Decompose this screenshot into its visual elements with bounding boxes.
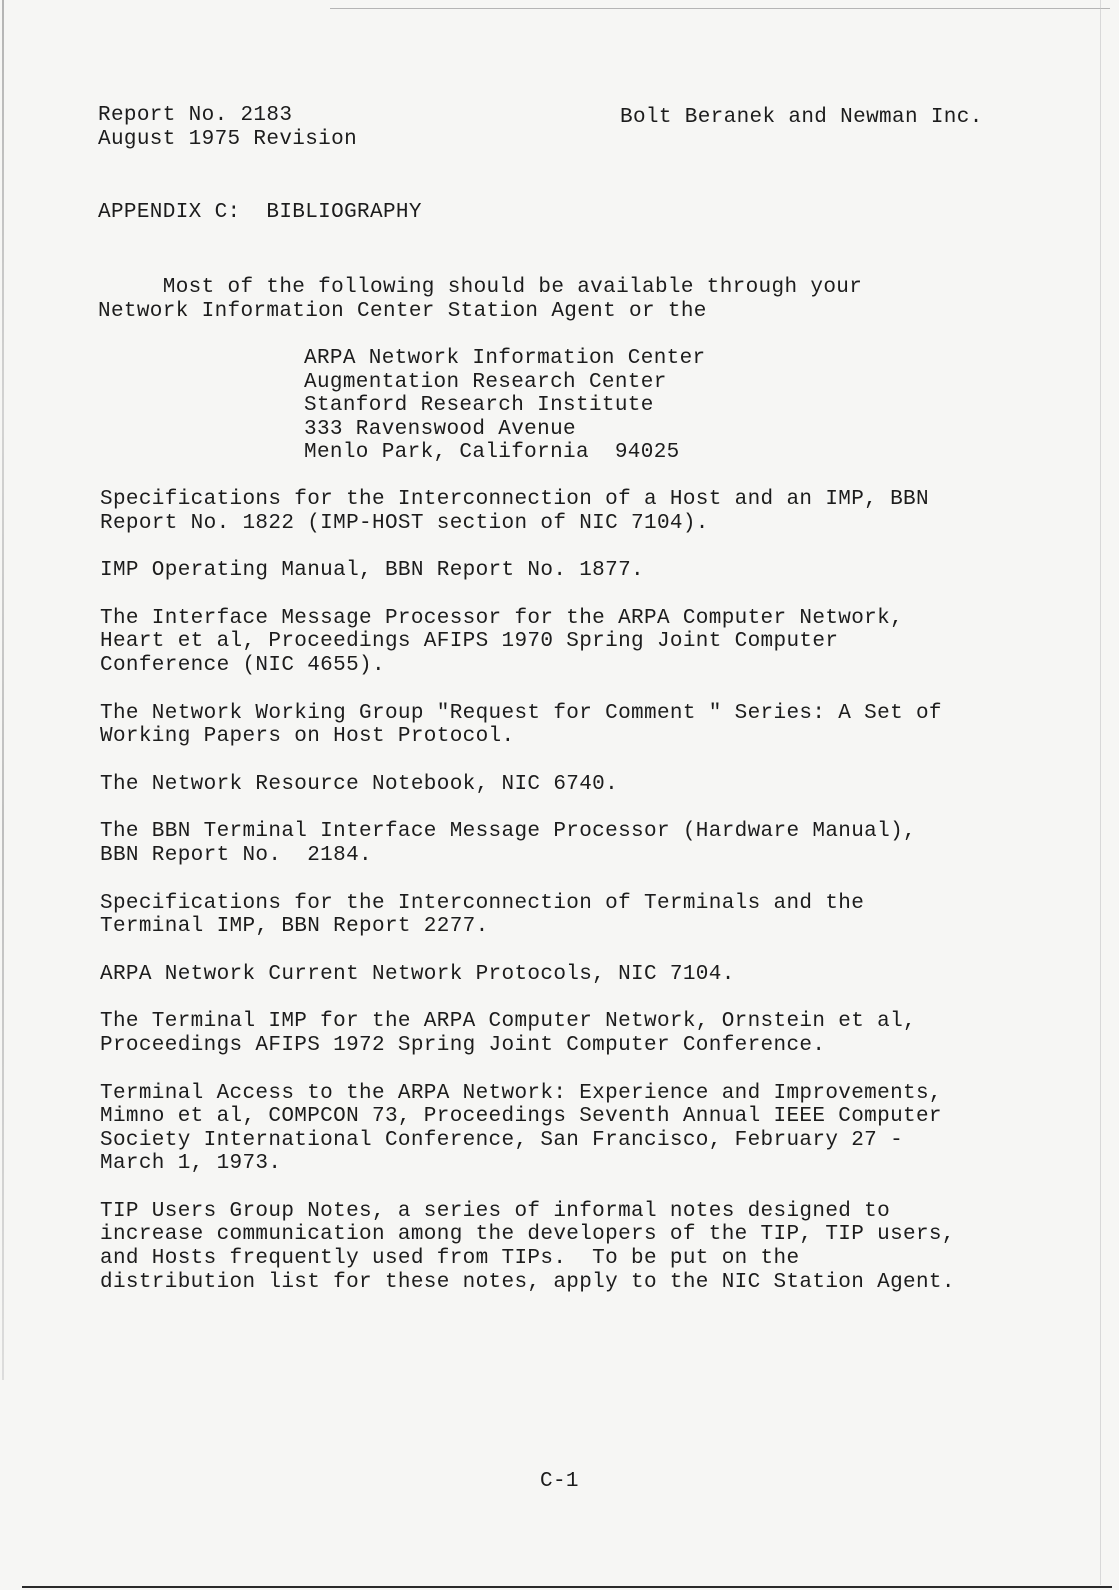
report-revision: August 1975 Revision [98,127,358,151]
report-header [98,104,357,151]
bibliography-entry: Specifications for the Interconnection of a Host and an IMP, BBN Report No. 1822 (IMP-HOST section of NIC 7104). [100,488,929,535]
bibliography-list [100,488,1100,1318]
scan-edge-bottom [22,1586,1112,1588]
appendix-heading: APPENDIX C: BIBLIOGRAPHY [98,201,422,224]
bibliography-entry: The Network Working Group "Request for Comment " Series: A Set of Working Papers on Host Protocol. [100,701,942,749]
scan-edge-right [1100,0,1101,1585]
company-name: Bolt Beranek and Newman Inc. [620,106,983,129]
nic-address: ARPA Network Information Center Augmentation Research Center Stanford Research Institute 333 Ravenswood Avenue Menlo Park, California 94025 [304,347,706,465]
bibliography-entry: The Network Resource Notebook, NIC 6740. [100,772,619,796]
bibliography-entry: Terminal Access to the ARPA Network: Experience and Improvements, Mimno et al, COMPCON 73, Proceedings Seventh Annual IEEE Computer Society International Conference, San Francisco, February 27 - March 1, 1973. [100,1081,942,1176]
page-number: C-1 [540,1470,579,1493]
bibliography-entry: The BBN Terminal Interface Message Processor (Hardware Manual), BBN Report No. 2184. [100,820,916,867]
scan-edge-top [330,8,1110,9]
report-number: Report No. 2183 [98,104,293,127]
bibliography-entry: IMP Operating Manual, BBN Report No. 1877. [100,559,644,583]
scan-edge-left [2,0,4,1380]
bibliography-entry: The Terminal IMP for the ARPA Computer Network, Ornstein et al, Proceedings AFIPS 1972 Spring Joint Computer Conference. [100,1010,916,1057]
bibliography-entry: Specifications for the Interconnection of Terminals and the Terminal IMP, BBN Report 2277. [100,891,865,939]
intro-paragraph: Most of the following should be available through your Network Information Center Station Agent or the [98,276,863,323]
bibliography-entry: The Interface Message Processor for the ARPA Computer Network, Heart et al, Proceedings AFIPS 1970 Spring Joint Computer Conference (NIC 4655). [100,606,904,677]
bibliography-entry: ARPA Network Current Network Protocols, NIC 7104. [100,962,735,986]
bibliography-entry: TIP Users Group Notes, a series of informal notes designed to increase communication among the developers of the TIP, TIP users, and Hosts frequently used from TIPs. To be put on the distribution list for these notes, apply to the NIC Station Agent. [100,1199,955,1294]
